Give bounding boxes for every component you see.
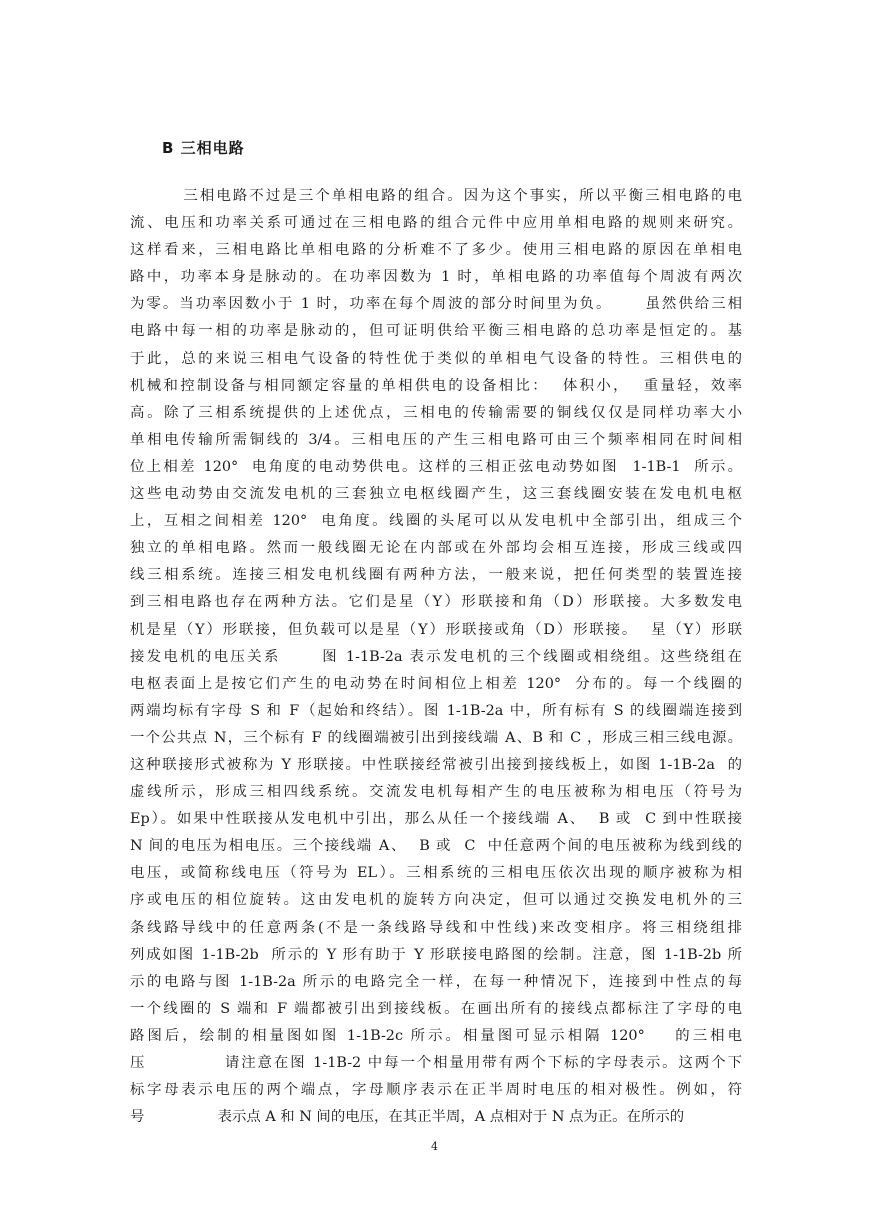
text-line: 一个公共点 N，三个标有 F 的线圈端被引出到接线端 A、B 和 C ，形成三相三线电源。 bbox=[130, 729, 742, 746]
text-line: N 间的电压为相电压。三个接线端 A、 B 或 C 中任意两个间的电压被称为线到线的 bbox=[130, 838, 742, 855]
text-line: 为零。当功率因数小于 1 时，功率在每个周波的部分时间里为负。 虽然供给三相 bbox=[130, 296, 742, 313]
text-line: 条线路导线中的任意两条(不是一条线路导线和中性线)来改变相序。将三相绕组排 bbox=[130, 919, 742, 936]
text-line: 号 表示点 A 和 N 间的电压，在其正半周，A 点相对于 N 点为正。在所示的 bbox=[130, 1109, 685, 1126]
body-paragraph bbox=[130, 183, 742, 1131]
text-line: 序或电压的相位旋转。这由发电机的旋转方向决定，但可以通过交换发电机外的三 bbox=[130, 892, 742, 909]
text-line: 路图后，绘制的相量图如图 1-1B-2c 所示。相量图可显示相隔 120° 的三相电 bbox=[130, 1027, 742, 1044]
text-line: 位上相差 120° 电角度的电动势供电。这样的三相正弦电动势如图 1-1B-1 所示。 bbox=[130, 458, 742, 475]
text-line: 压 请注意在图 1-1B-2 中每一个相量用带有两个下标的字母表示。这两个下 bbox=[130, 1055, 742, 1071]
text-line: 这些电动势由交流发电机的三套独立电枢线圈产生，这三套线圈安装在发电机电枢 bbox=[130, 486, 742, 503]
text-line: 高。除了三相系统提供的上述优点，三相电的传输需要的铜线仅仅是同样功率大小 bbox=[130, 404, 742, 421]
text-line: 单相电传输所需铜线的 3/4。三相电压的产生三相电路可由三个频率相同在时间相 bbox=[130, 431, 742, 448]
text-line: 示的电路与图 1-1B-2a 所示的电路完全一样，在每一种情况下，连接到中性点的每 bbox=[130, 973, 742, 990]
section-heading: B 三相电路 bbox=[162, 139, 245, 157]
text-line: 电路中每一相的功率是脉动的，但可证明供给平衡三相电路的总功率是恒定的。基 bbox=[130, 323, 742, 340]
text-line: 接发电机的电压关系 图 1-1B-2a 表示发电机的三个线圈或相绕组。这些绕组在 bbox=[130, 648, 742, 665]
text-line: 这种联接形式被称为 Y 形联接。中性联接经常被引出接到接线板上，如图 1-1B-2a 的 bbox=[130, 756, 742, 773]
text-line: 于此，总的来说三相电气设备的特性优于类似的单相电气设备的特性。三相供电的 bbox=[130, 350, 742, 367]
text-line: 机械和控制设备与相同额定容量的单相供电的设备相比： 体积小， 重量轻，效率 bbox=[130, 377, 742, 394]
text-line: 线三相系统。连接三相发电机线圈有两种方法，一般来说，把任何类型的装置连接 bbox=[130, 567, 742, 584]
text-line: 一个线圈的 S 端和 F 端都被引出到接线板。在画出所有的接线点都标注了字母的电 bbox=[130, 1000, 742, 1017]
text-line: 这样看来，三相电路比单相电路的分析难不了多少。使用三相电路的原因在单相电 bbox=[130, 242, 742, 259]
text-line: 两端均标有字母 S 和 F（起始和终结）。图 1-1B-2a 中，所有标有 S 的线圈端连接到 bbox=[130, 702, 742, 719]
text-line: 电枢表面上是按它们产生的电动势在时间相位上相差 120° 分布的。每一个线圈的 bbox=[130, 675, 742, 692]
text-line: Ep）。如果中性联接从发电机中引出，那么从任一个接线端 A、 B 或 C 到中性联接 bbox=[130, 811, 742, 828]
text-line: 三相电路不过是三个单相电路的组合。因为这个事实，所以平衡三相电路的电 bbox=[130, 188, 742, 204]
text-line: 独立的单相电路。然而一般线圈无论在内部或在外部均会相互连接，形成三线或四 bbox=[130, 540, 742, 557]
page-number: 4 bbox=[431, 1140, 438, 1153]
text-line: 标字母表示电压的两个端点，字母顺序表示在正半周时电压的相对极性。例如，符 bbox=[130, 1082, 742, 1099]
text-line: 虚线所示，形成三相四线系统。交流发电机每相产生的电压被称为相电压（符号为 bbox=[130, 784, 742, 801]
text-line: 机是星（Y）形联接，但负载可以是星（Y）形联接或角（D）形联接。 星（Y）形联 bbox=[130, 621, 742, 638]
text-line: 路中，功率本身是脉动的。在功率因数为 1 时，单相电路的功率值每个周波有两次 bbox=[130, 269, 742, 286]
text-line: 到三相电路也存在两种方法。它们是星（Y）形联接和角（D）形联接。大多数发电 bbox=[130, 594, 742, 611]
text-line: 流、电压和功率关系可通过在三相电路的组合元件中应用单相电路的规则来研究。 bbox=[130, 215, 742, 232]
text-line: 上，互相之间相差 120° 电角度。线圈的头尾可以从发电机中全部引出，组成三个 bbox=[130, 513, 742, 530]
text-line: 列成如图 1-1B-2b 所示的 Y 形有助于 Y 形联接电路图的绘制。注意，图 1-1B-2b 所 bbox=[130, 946, 742, 963]
text-line: 电压，或简称线电压（符号为 EL）。三相系统的三相电压依次出现的顺序被称为相 bbox=[130, 865, 742, 882]
